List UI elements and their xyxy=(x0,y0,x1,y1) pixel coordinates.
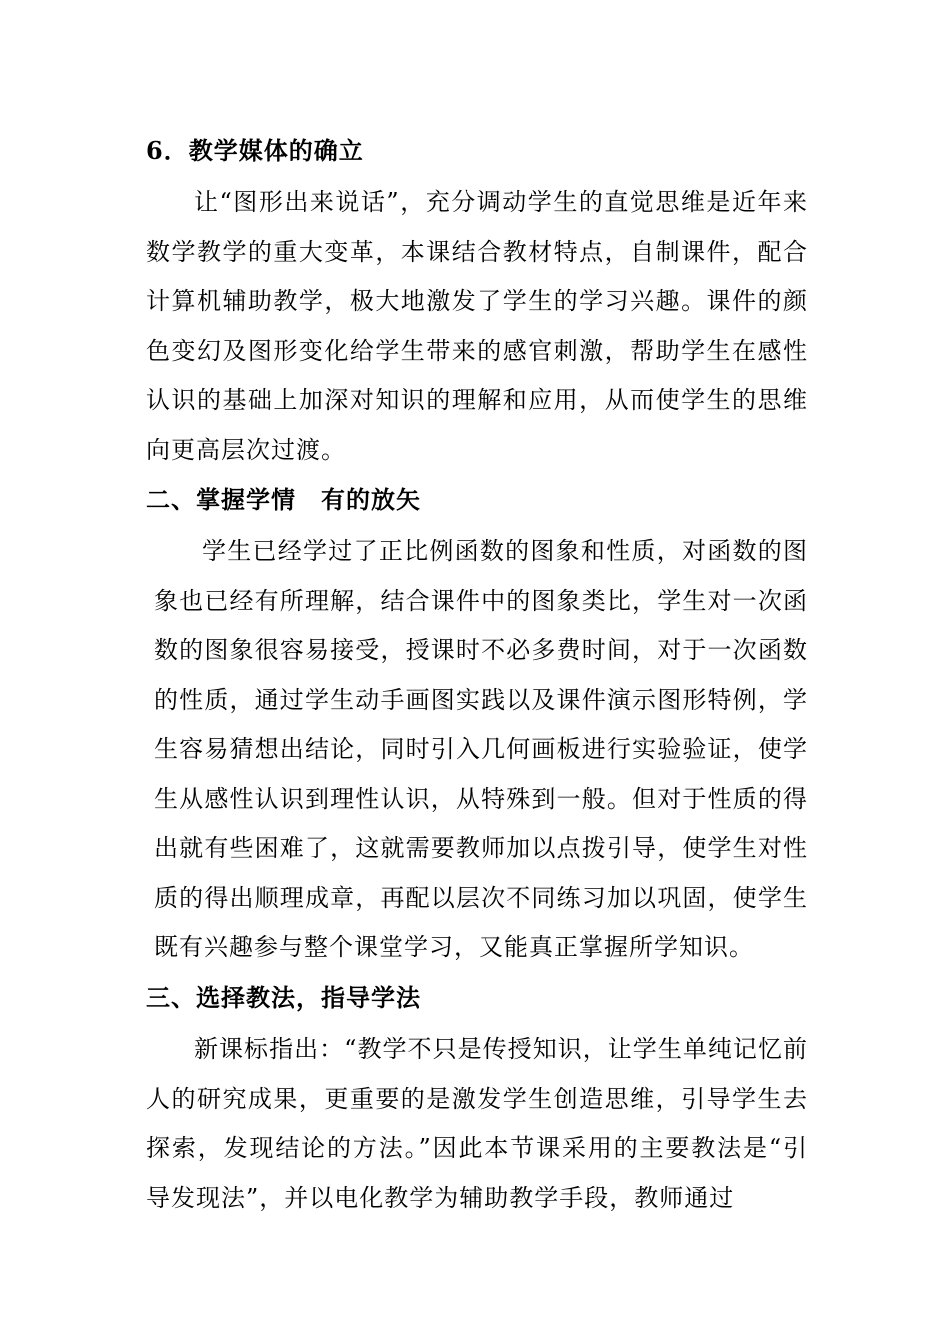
paragraph-teaching-methods: 新课标指出：“教学不只是传授知识，让学生单纯记忆前人的研究成果，更重要的是激发学生创造思维，引导学生去探索，发现结论的方法。”因此本节课采用的主要教法是“引导发现法”，并以电化教学为辅助教学手段，教师通过 xyxy=(146,1035,808,1212)
section-heading-teaching-media: 6．教学媒体的确立 xyxy=(146,136,364,165)
section-heading-teaching-methods: 三、选择教法，指导学法 xyxy=(146,983,421,1012)
section-heading-student-analysis: 二、掌握学情 有的放矢 xyxy=(146,485,421,514)
paragraph-teaching-media: 让“图形出来说话”，充分调动学生的直觉思维是近年来数学教学的重大变革，本课结合教材特点，自制课件，配合计算机辅助教学，极大地激发了学生的学习兴趣。课件的颜色变幻及图形变化给学生带来的感官刺激，帮助学生在感性认识的基础上加深对知识的理解和应用，从而使学生的思维向更高层次过渡。 xyxy=(146,188,808,464)
paragraph-student-analysis: 学生已经学过了正比例函数的图象和性质，对函数的图象也已经有所理解，结合课件中的图象类比，学生对一次函数的图象很容易接受，授课时不必多费时间，对于一次函数的性质，通过学生动手画图实践以及课件演示图形特例，学生容易猜想出结论，同时引入几何画板进行实验验证，使学生从感性认识到理性认识，从特殊到一般。但对于性质的得出就有些困难了，这就需要教师加以点拨引导，使学生对性质的得出顺理成章，再配以层次不同练习加以巩固，使学生既有兴趣参与整个课堂学习，又能真正掌握所学知识。 xyxy=(154,537,808,961)
